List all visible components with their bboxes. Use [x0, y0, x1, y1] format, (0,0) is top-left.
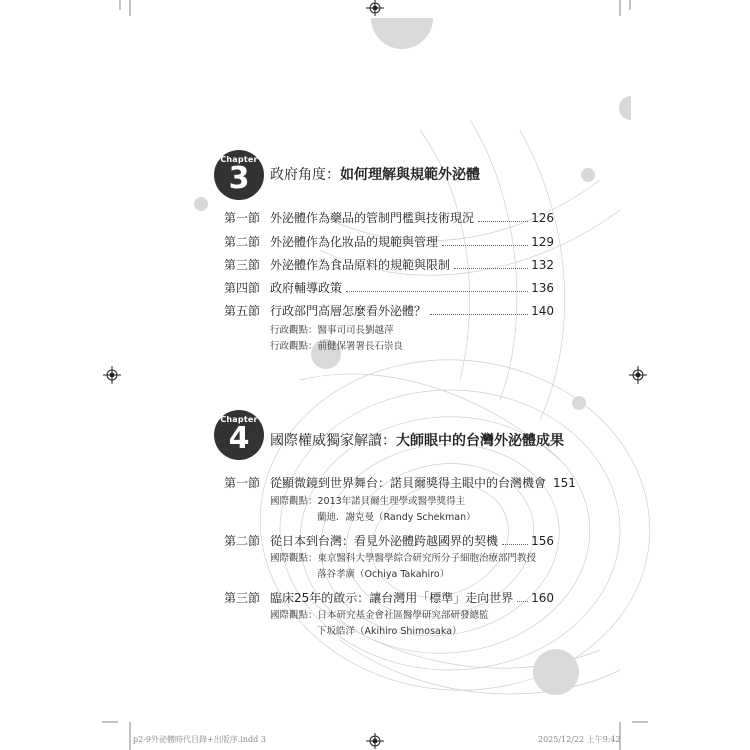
- toc-page-number: 132: [531, 258, 554, 272]
- small-circle: [194, 197, 208, 211]
- chapter-title-bold: 大師眼中的台灣外泌體成果: [396, 433, 564, 449]
- toc-page-number: 160: [531, 591, 554, 605]
- toc-section: 第四節: [224, 281, 261, 295]
- footer-file-name: p2-9外泌體時代目錄+出版序.indd 3: [133, 735, 266, 744]
- registration-mark-top: [366, 0, 384, 16]
- toc-row[interactable]: [224, 256, 554, 273]
- toc-title: 外泌體作為化妝品的規範與管理: [270, 235, 439, 249]
- toc-leader-dots: [454, 268, 528, 269]
- toc-section: 第二節: [224, 235, 261, 249]
- top-half-circle: [371, 18, 433, 49]
- toc-page-number: 129: [531, 235, 554, 249]
- toc-title: 從日本到台灣：看見外泌體跨越國界的契機: [270, 534, 499, 548]
- toc-note: 蘭迪．謝克曼（Randy Schekman）: [317, 512, 476, 523]
- small-circle: [581, 168, 595, 182]
- toc-row[interactable]: [224, 279, 554, 296]
- toc-title: 從顯微鏡到世界舞台：諾貝爾獎得主眼中的台灣機會: [270, 476, 547, 490]
- chapter-4-badge: [214, 410, 264, 460]
- toc-note: 行政觀點：醫事司司長劉越萍: [270, 325, 394, 336]
- chapter-4-title: [270, 430, 564, 450]
- toc-title: 行政部門高層怎麼看外泌體？: [270, 304, 427, 318]
- toc-row[interactable]: [224, 233, 554, 250]
- footer-timestamp: 2025/12/22 上午9:42: [538, 735, 621, 744]
- toc-page-number: 156: [531, 534, 554, 548]
- toc-note: 國際觀點：日本研究基金會社區醫學研究部研發總監: [270, 610, 489, 621]
- small-circle: [572, 396, 586, 410]
- toc-section: 第二節: [224, 534, 261, 548]
- toc-leader-dots: [478, 221, 528, 222]
- toc-row[interactable]: [224, 209, 554, 226]
- chapter-number: 4: [228, 421, 250, 456]
- toc-title: 外泌體作為食品原料的規範與限制: [270, 258, 451, 272]
- chapter-label: Chapter: [220, 155, 258, 164]
- toc-row[interactable]: [224, 532, 554, 549]
- toc-page-number: 136: [531, 281, 554, 295]
- toc-leader-dots: [442, 245, 528, 246]
- chapter-3-badge: [214, 150, 264, 200]
- toc-note: 落谷孝廣（Ochiya Takahiro）: [317, 569, 450, 580]
- chapter-title-plain: 政府角度：: [270, 167, 340, 183]
- toc-leader-dots: [502, 544, 528, 545]
- toc-leader-dots: [517, 601, 528, 602]
- toc-page-number: 151: [553, 476, 576, 490]
- toc-leader-dots: [346, 291, 528, 292]
- large-circle: [533, 649, 579, 695]
- registration-mark-right: [629, 366, 647, 384]
- registration-mark-left: [103, 366, 121, 384]
- toc-title: 臨床25年的啟示：讓台灣用「標準」走向世界: [270, 591, 514, 605]
- toc-page-number: 126: [531, 211, 554, 225]
- chapter-label: Chapter: [220, 415, 258, 424]
- edge-half-circle: [619, 96, 631, 120]
- toc-section: 第一節: [224, 476, 261, 490]
- toc-section: 第一節: [224, 211, 261, 225]
- registration-mark-bottom: [366, 733, 384, 749]
- chapter-title-bold: 如何理解與規範外泌體: [340, 167, 480, 183]
- toc-note: 國際觀點：2013年諾貝爾生理學或醫學獎得主: [270, 496, 466, 507]
- toc-title: 政府輔導政策: [270, 281, 343, 295]
- toc-note: 行政觀點：前健保署署長石崇良: [270, 341, 404, 352]
- toc-leader-dots: [430, 314, 528, 315]
- toc-row[interactable]: [224, 589, 554, 606]
- toc-section: 第五節: [224, 304, 261, 318]
- toc-title: 外泌體作為藥品的管制門檻與技術現況: [270, 211, 475, 225]
- chapter-number: 3: [228, 161, 250, 196]
- chapter-3-title: [270, 164, 480, 184]
- toc-row[interactable]: [224, 474, 576, 491]
- toc-section: 第三節: [224, 591, 261, 605]
- toc-note: 國際觀點：東京醫科大學醫學綜合研究所分子細胞治療部門教授: [270, 553, 537, 564]
- toc-row[interactable]: [224, 302, 554, 319]
- toc-page-number: 140: [531, 304, 554, 318]
- toc-section: 第三節: [224, 258, 261, 272]
- chapter-title-plain: 國際權威獨家解讀：: [270, 433, 396, 449]
- toc-note: 下坂皓洋（Akihiro Shimosaka）: [317, 626, 462, 637]
